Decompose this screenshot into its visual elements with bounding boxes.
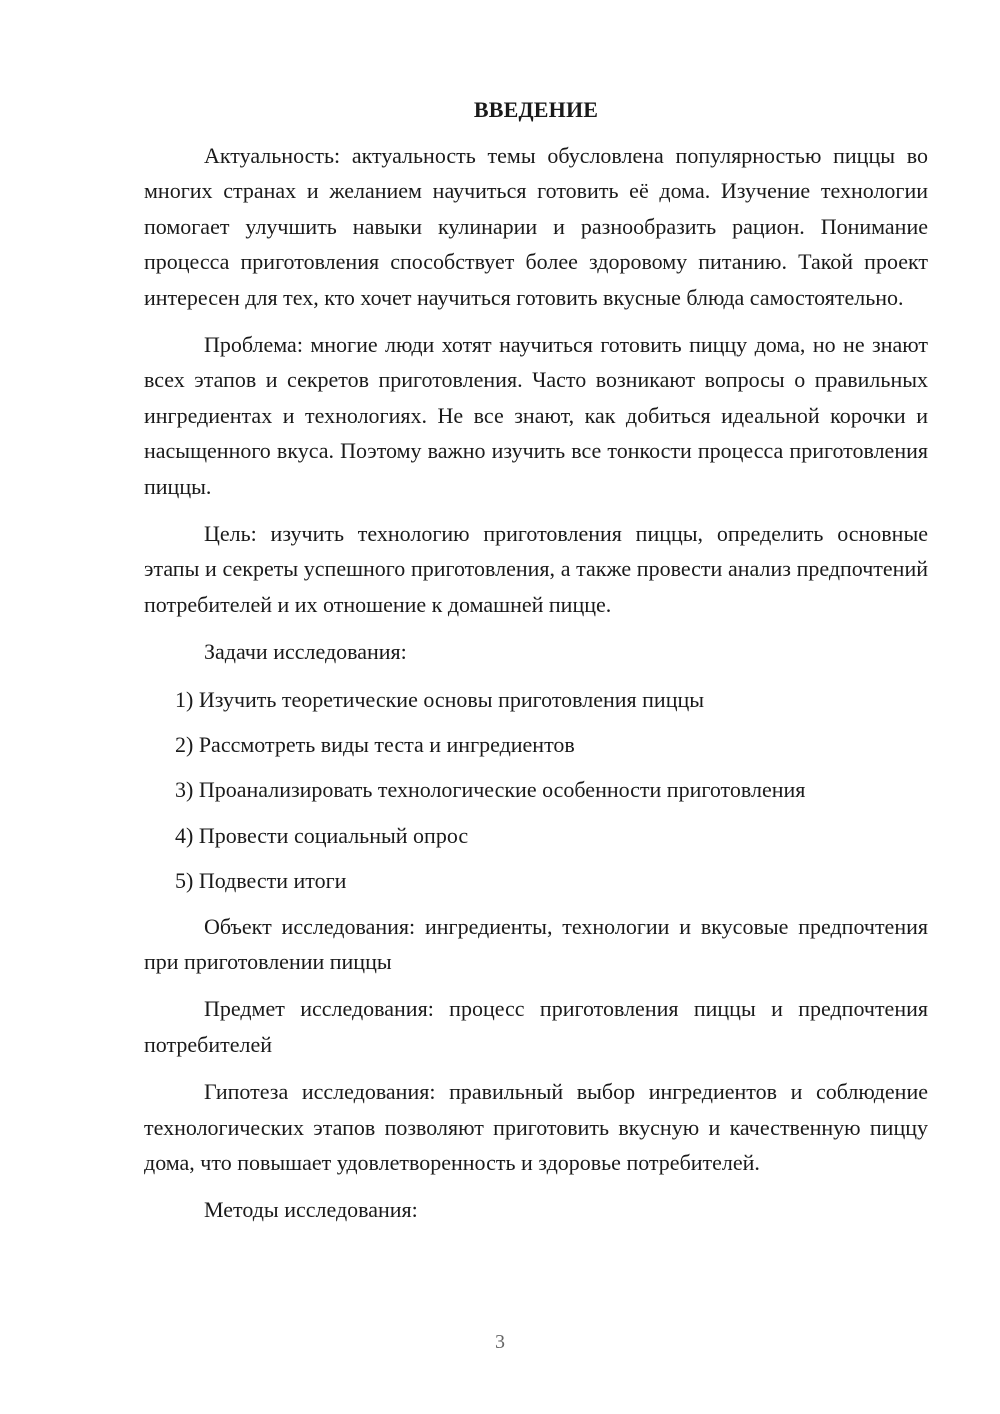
- task-item: 4) Провести социальный опрос: [175, 822, 469, 848]
- relevance-paragraph: Актуальность: актуальность темы обусловлена популярностью пиццы во многих странах и желанием научиться готовить её дома. Изучение технологии помогает улучшить навыки кулинарии и разнообразить рацион. Понимание процесса приготовления способствует более здоровому питанию. Такой проект интересен для тех, кто хочет научиться готовить вкусные блюда самостоятельно.: [144, 143, 928, 310]
- task-item: 3) Проанализировать технологические особенности приготовления: [175, 777, 806, 803]
- task-item: 1) Изучить теоретические основы приготовления пиццы: [175, 686, 705, 712]
- document-page: [144, 92, 928, 1240]
- tasks-heading: Задачи исследования:: [204, 639, 407, 665]
- goal-paragraph: Цель: изучить технологию приготовления пиццы, определить основные этапы и секреты успешного приготовления, а также провести анализ предпочтений потребителей и их отношение к домашней пицце.: [144, 521, 928, 617]
- object-paragraph: Объект исследования: ингредиенты, технологии и вкусовые предпочтения при приготовлении пиццы: [144, 913, 928, 975]
- problem-paragraph: Проблема: многие люди хотят научиться готовить пиццу дома, но не знают всех этапов и секретов приготовления. Часто возникают вопросы о правильных ингредиентах и технологиях. Не все знают, как добиться идеальной корочки и насыщенного вкуса. Поэтому важно изучить все тонкости процесса приготовления пиццы.: [144, 332, 928, 499]
- task-item: 2) Рассмотреть виды теста и ингредиентов: [175, 732, 575, 758]
- task-item: 5) Подвести итоги: [175, 868, 347, 894]
- section-heading: ВВЕДЕНИЕ: [473, 97, 599, 122]
- subject-paragraph: Предмет исследования: процесс приготовления пиццы и предпочтения потребителей: [144, 996, 928, 1057]
- methods-heading: Методы исследования:: [204, 1197, 418, 1223]
- hypothesis-paragraph: Гипотеза исследования: правильный выбор ингредиентов и соблюдение технологических этапов позволяют приготовить вкусную и качественную пиццу дома, что повышает удовлетворенность и здоровье потребителей.: [144, 1079, 928, 1176]
- tasks-list: [144, 682, 928, 899]
- page-number: 3: [495, 1331, 505, 1353]
